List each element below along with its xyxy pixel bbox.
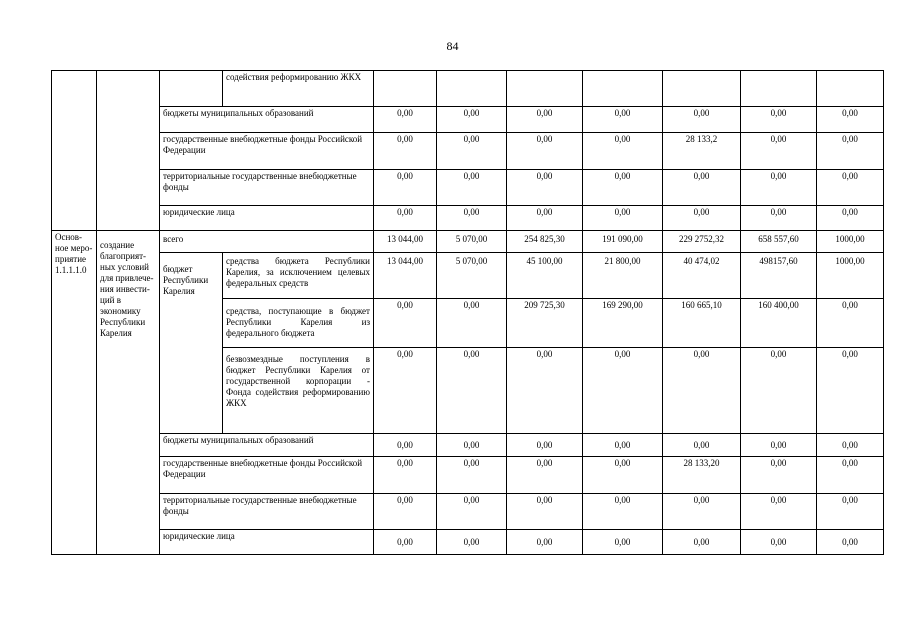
- value-cell: 0,00: [374, 299, 437, 348]
- value-cell: 0,00: [583, 133, 663, 170]
- value-cell: 0,00: [741, 348, 817, 434]
- empty-cell: [507, 71, 583, 107]
- value-cell: 0,00: [663, 107, 741, 133]
- measure-description: создание благоприят-ных условий для привлече-ния инвести-ций в экономику Республики Карелия: [97, 231, 160, 555]
- table-row: [52, 107, 884, 133]
- value-cell: 0,00: [817, 494, 884, 530]
- value-cell: 0,00: [663, 434, 741, 457]
- value-cell: 0,00: [507, 494, 583, 530]
- source-label: средства, поступающие в бюджет Республики Карелия из федерального бюджета: [223, 299, 374, 348]
- total-value: 191 090,00: [583, 231, 663, 253]
- value-cell: 0,00: [663, 206, 741, 231]
- budget-table: [51, 70, 884, 555]
- total-label: всего: [160, 231, 374, 253]
- source-label: безвозмездные поступления в бюджет Республики Карелия от государственной корпорации - Фонда содействия реформированию ЖКХ: [223, 348, 374, 434]
- value-cell: 40 474,02: [663, 253, 741, 299]
- value-cell: 0,00: [437, 457, 507, 494]
- value-cell: 0,00: [374, 434, 437, 457]
- budget-group-label: бюджет Республики Карелия: [160, 253, 223, 434]
- empty-cell: [583, 71, 663, 107]
- table-row: [52, 530, 884, 555]
- value-cell: 209 725,30: [507, 299, 583, 348]
- value-cell: 0,00: [374, 170, 437, 206]
- table-row: [52, 253, 884, 299]
- value-cell: 0,00: [741, 133, 817, 170]
- empty-cell: [160, 71, 223, 107]
- value-cell: 0,00: [817, 348, 884, 434]
- value-cell: 498157,60: [741, 253, 817, 299]
- value-cell: 28 133,2: [663, 133, 741, 170]
- value-cell: 1000,00: [817, 253, 884, 299]
- value-cell: 160 400,00: [741, 299, 817, 348]
- page-number: 84: [446, 39, 459, 53]
- measure-code: Основ-ное меро-приятие 1.1.1.1.0: [52, 231, 97, 555]
- table-row: [52, 231, 884, 253]
- value-cell: 45 100,00: [507, 253, 583, 299]
- value-cell: 0,00: [583, 457, 663, 494]
- value-cell: 0,00: [507, 170, 583, 206]
- value-cell: 0,00: [741, 530, 817, 555]
- value-cell: 0,00: [437, 170, 507, 206]
- value-cell: 0,00: [437, 133, 507, 170]
- empty-cell: [437, 71, 507, 107]
- empty-cell: [52, 71, 97, 231]
- value-cell: 0,00: [741, 434, 817, 457]
- empty-cell: [374, 71, 437, 107]
- value-cell: 0,00: [583, 206, 663, 231]
- value-cell: 0,00: [507, 133, 583, 170]
- source-label: территориальные государственные внебюджетные фонды: [160, 170, 374, 206]
- table-row: [52, 494, 884, 530]
- empty-cell: [97, 71, 160, 231]
- table-row: [52, 133, 884, 170]
- empty-cell: [663, 71, 741, 107]
- value-cell: 0,00: [817, 107, 884, 133]
- value-cell: 0,00: [817, 530, 884, 555]
- value-cell: 0,00: [583, 530, 663, 555]
- value-cell: 0,00: [741, 170, 817, 206]
- value-cell: 0,00: [437, 434, 507, 457]
- value-cell: 0,00: [374, 457, 437, 494]
- value-cell: 5 070,00: [437, 253, 507, 299]
- value-cell: 0,00: [583, 434, 663, 457]
- value-cell: 13 044,00: [374, 253, 437, 299]
- table-row: [52, 71, 884, 107]
- value-cell: 0,00: [817, 434, 884, 457]
- source-cell: содействия реформированию ЖКХ: [223, 71, 374, 107]
- empty-cell: [741, 71, 817, 107]
- table-row: [52, 434, 884, 457]
- source-label: бюджеты муниципальных образований: [160, 107, 374, 133]
- value-cell: 0,00: [741, 206, 817, 231]
- value-cell: 0,00: [437, 107, 507, 133]
- total-value: 658 557,60: [741, 231, 817, 253]
- value-cell: 0,00: [507, 206, 583, 231]
- value-cell: 0,00: [583, 494, 663, 530]
- value-cell: 0,00: [374, 133, 437, 170]
- value-cell: 0,00: [374, 348, 437, 434]
- value-cell: 0,00: [437, 530, 507, 555]
- value-cell: 0,00: [374, 107, 437, 133]
- source-label: бюджеты муниципальных образований: [160, 434, 374, 457]
- value-cell: 0,00: [507, 434, 583, 457]
- value-cell: 0,00: [437, 299, 507, 348]
- value-cell: 0,00: [741, 107, 817, 133]
- value-cell: 0,00: [437, 206, 507, 231]
- source-label: государственные внебюджетные фонды Российской Федерации: [160, 457, 374, 494]
- value-cell: 0,00: [437, 494, 507, 530]
- value-cell: 28 133,20: [663, 457, 741, 494]
- value-cell: 0,00: [817, 457, 884, 494]
- source-label: юридические лица: [160, 206, 374, 231]
- empty-cell: [817, 71, 884, 107]
- value-cell: 0,00: [817, 170, 884, 206]
- total-value: 13 044,00: [374, 231, 437, 253]
- source-label: юридические лица: [160, 530, 374, 555]
- value-cell: 0,00: [437, 348, 507, 434]
- total-value: 1000,00: [817, 231, 884, 253]
- table-row: [52, 170, 884, 206]
- value-cell: 0,00: [507, 457, 583, 494]
- value-cell: 0,00: [741, 457, 817, 494]
- value-cell: 0,00: [663, 530, 741, 555]
- source-label: государственные внебюджетные фонды Российской Федерации: [160, 133, 374, 170]
- source-label: территориальные государственные внебюджетные фонды: [160, 494, 374, 530]
- value-cell: 0,00: [663, 170, 741, 206]
- total-value: 229 2752,32: [663, 231, 741, 253]
- value-cell: 0,00: [507, 530, 583, 555]
- total-value: 254 825,30: [507, 231, 583, 253]
- value-cell: 0,00: [817, 299, 884, 348]
- total-value: 5 070,00: [437, 231, 507, 253]
- value-cell: 0,00: [507, 107, 583, 133]
- value-cell: 0,00: [374, 494, 437, 530]
- value-cell: 21 800,00: [583, 253, 663, 299]
- value-cell: 0,00: [583, 107, 663, 133]
- value-cell: 0,00: [741, 494, 817, 530]
- source-label: средства бюджета Республики Карелия, за исключением целевых федеральных средств: [223, 253, 374, 299]
- value-cell: 0,00: [663, 348, 741, 434]
- value-cell: 0,00: [583, 348, 663, 434]
- value-cell: 0,00: [374, 530, 437, 555]
- value-cell: 169 290,00: [583, 299, 663, 348]
- value-cell: 0,00: [817, 133, 884, 170]
- value-cell: 160 665,10: [663, 299, 741, 348]
- value-cell: 0,00: [583, 170, 663, 206]
- table-row: [52, 206, 884, 231]
- value-cell: 0,00: [663, 494, 741, 530]
- value-cell: 0,00: [507, 348, 583, 434]
- table-row: [52, 457, 884, 494]
- value-cell: 0,00: [817, 206, 884, 231]
- value-cell: 0,00: [374, 206, 437, 231]
